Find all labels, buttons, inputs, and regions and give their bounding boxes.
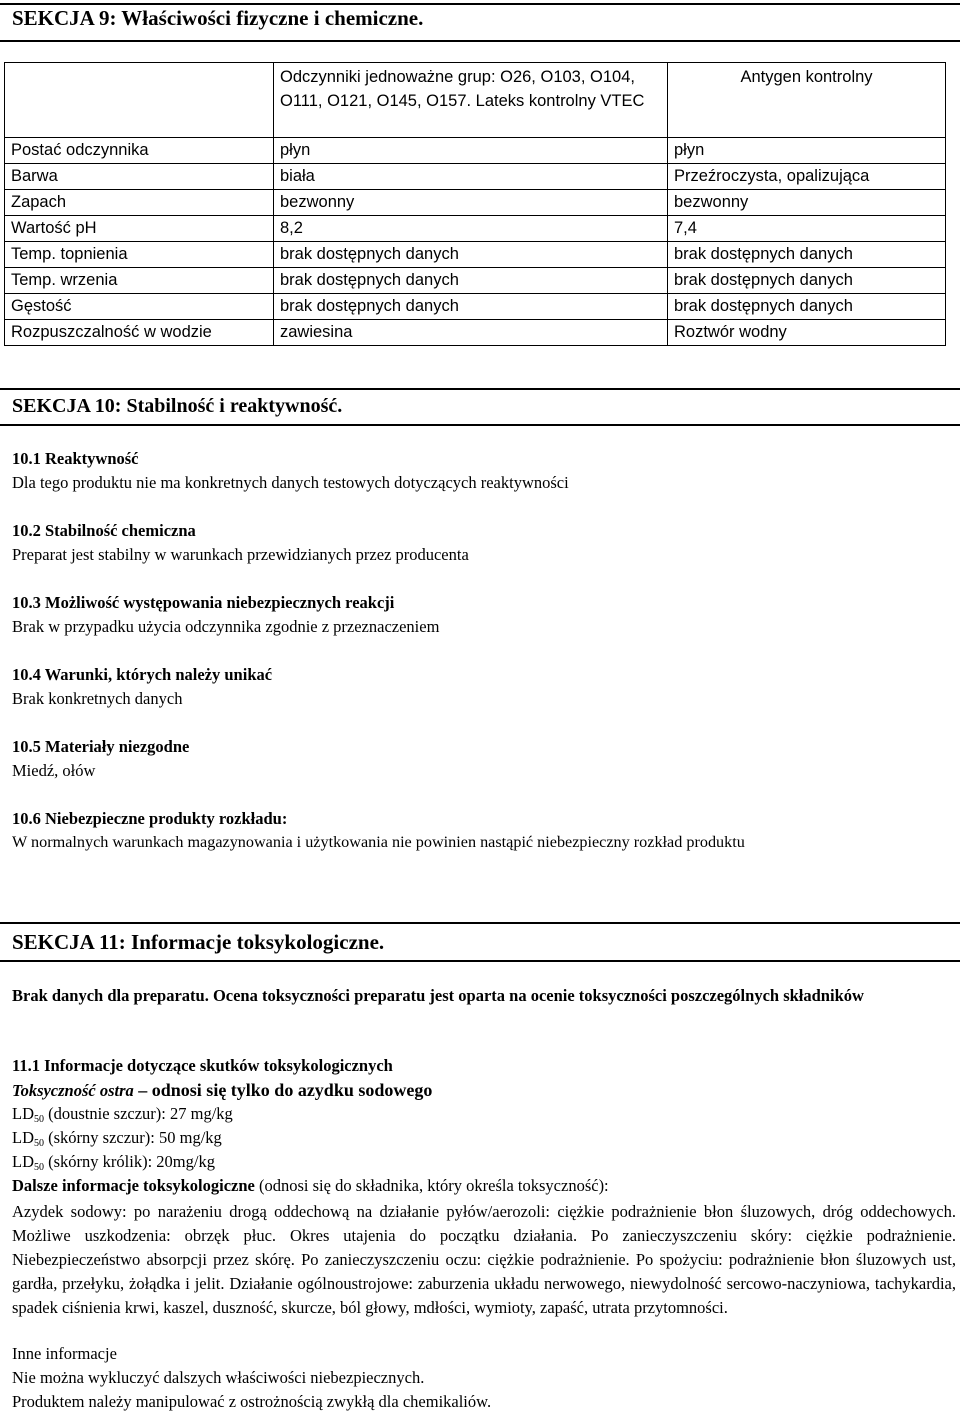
table-cell: brak dostępnych danych	[668, 268, 946, 294]
table-cell: 7,4	[668, 216, 946, 242]
other-info-line: Produktem należy manipulować z ostrożnością zwykłą dla chemikaliów.	[12, 1392, 492, 1411]
subsection-text: W normalnych warunkach magazynowania i użytkowania nie powinien nastąpić niebezpieczny rozkład produktu	[12, 833, 745, 851]
subsection-heading: 11.1 Informacje dotyczące skutków toksykologicznych	[12, 1056, 393, 1075]
section-11-bottom-rule	[0, 960, 960, 962]
ld-value: (doustnie szczur): 27 mg/kg	[44, 1104, 233, 1123]
subsection-text: Miedź, ołów	[12, 761, 96, 780]
subsection-heading: 10.1 Reaktywność	[12, 449, 139, 468]
acute-toxicity-label: Toksyczność ostra	[12, 1081, 134, 1100]
further-info-note: (odnosi się do składnika, który określa toksyczność):	[254, 1176, 609, 1195]
ld-subscript: 50	[34, 1162, 44, 1173]
subsection-text: Brak w przypadku użycia odczynnika zgodnie z przeznaczeniem	[12, 617, 440, 636]
section-10-bottom-rule	[0, 424, 960, 426]
table-cell: Postać odczynnika	[5, 138, 274, 164]
ld-value: (skórny królik): 20mg/kg	[44, 1152, 215, 1171]
table-cell: brak dostępnych danych	[274, 268, 668, 294]
further-info-line	[12, 1176, 609, 1196]
table-cell: Rozpuszczalność w wodzie	[5, 320, 274, 346]
table-row	[5, 268, 946, 294]
section-9-title: SEKCJA 9: Właściwości fizyczne i chemiczne.	[12, 6, 424, 30]
table-row	[5, 138, 946, 164]
section-10-top-rule	[0, 388, 960, 390]
subsection-text: Preparat jest stabilny w warunkach przewidzianych przez producenta	[12, 545, 469, 564]
further-info-label: Dalsze informacje toksykologiczne	[12, 1176, 255, 1195]
table-cell: zawiesina	[274, 320, 668, 346]
table-cell: płyn	[668, 138, 946, 164]
section-11-intro: Brak danych dla preparatu. Ocena toksyczności preparatu jest oparta na ocenie toksyczności poszczególnych składników	[12, 986, 864, 1005]
ld-subscript: 50	[34, 1114, 44, 1125]
table-cell: brak dostępnych danych	[668, 242, 946, 268]
subsection-heading: 10.6 Niebezpieczne produkty rozkładu:	[12, 809, 288, 828]
table-cell: Temp. wrzenia	[5, 268, 274, 294]
table-cell: Przeźroczysta, opalizująca	[668, 164, 946, 190]
table-cell: Barwa	[5, 164, 274, 190]
table-cell: Gęstość	[5, 294, 274, 320]
ld50-line	[12, 1128, 222, 1149]
table-header-cell-empty	[5, 63, 274, 138]
subsection-text: Brak konkretnych danych	[12, 689, 183, 708]
subsection-heading: 10.4 Warunki, których należy unikać	[12, 665, 273, 684]
table-row	[5, 320, 946, 346]
table-cell: biała	[274, 164, 668, 190]
other-info-heading: Inne informacje	[12, 1344, 117, 1363]
ld50-line	[12, 1104, 233, 1125]
other-info-line: Nie można wykluczyć dalszych właściwości niebezpiecznych.	[12, 1368, 425, 1387]
section-9-bottom-rule	[0, 40, 960, 42]
table-cell: brak dostępnych danych	[668, 294, 946, 320]
table-cell: brak dostępnych danych	[274, 242, 668, 268]
acute-toxicity-note: – odnosi się tylko do azydku sodowego	[133, 1080, 433, 1100]
table-header-row	[5, 63, 946, 138]
ld-subscript: 50	[34, 1138, 44, 1149]
sodium-azide-paragraph: Azydek sodowy: po narażeniu drogą oddechową na działanie pyłów/aerozoli: ciężkie podrażnienie błon śluzowych, dróg oddechowych. Możliwe uszkodzenia: obrzęk płuc. Okres utajenia do początku działania. Po zanieczyszczeniu skóry: ciężkie podrażnienie. Niebezpieczeństwo absorpcji przez skórę. Po zanieczyszczeniu oczu: ciężkie podrażnienie. Po spożyciu: podrażnienie błon śluzowych ust, gardła, przełyku, żołądka i jelit. Działanie ogólnoustrojowe: zaburzenia układu nerwowego, niewydolność sercowo-naczyniowa, tachykardia, spadek ciśnienia krwi, kaszel, duszność, skurcze, ból głowy, mdłości, wymioty, zapaść, utrata przytomności.	[12, 1202, 956, 1317]
table-row	[5, 294, 946, 320]
ld50-line	[12, 1152, 215, 1173]
subsection-heading: 10.5 Materiały niezgodne	[12, 737, 190, 756]
table-cell: płyn	[274, 138, 668, 164]
ld-prefix: LD	[12, 1104, 34, 1123]
table-cell: bezwonny	[274, 190, 668, 216]
properties-table	[4, 62, 946, 346]
subsection-heading: 10.2 Stabilność chemiczna	[12, 521, 196, 540]
table-cell: Temp. topnienia	[5, 242, 274, 268]
ld-value: (skórny szczur): 50 mg/kg	[44, 1128, 222, 1147]
table-cell: brak dostępnych danych	[274, 294, 668, 320]
table-header-reagents: Odczynniki jednoważne grup: O26, O103, O104, O111, O121, O145, O157. Lateks kontrolny VTEC	[274, 63, 668, 138]
table-header-control-antigen: Antygen kontrolny	[668, 63, 946, 138]
table-row	[5, 216, 946, 242]
acute-toxicity-line	[12, 1080, 432, 1101]
table-cell: Wartość pH	[5, 216, 274, 242]
table-cell: 8,2	[274, 216, 668, 242]
table-row	[5, 242, 946, 268]
ld-prefix: LD	[12, 1152, 34, 1171]
subsection-text: Dla tego produktu nie ma konkretnych danych testowych dotyczących reaktywności	[12, 473, 569, 492]
table-cell: Zapach	[5, 190, 274, 216]
section-10-title: SEKCJA 10: Stabilność i reaktywność.	[12, 395, 343, 417]
section-11-top-rule	[0, 922, 960, 924]
table-cell: bezwonny	[668, 190, 946, 216]
table-cell: Roztwór wodny	[668, 320, 946, 346]
section-11-title: SEKCJA 11: Informacje toksykologiczne.	[12, 930, 385, 954]
table-row	[5, 190, 946, 216]
table-row	[5, 164, 946, 190]
subsection-heading: 10.3 Możliwość występowania niebezpiecznych reakcji	[12, 593, 395, 612]
ld-prefix: LD	[12, 1128, 34, 1147]
section-9-top-rule	[0, 3, 960, 5]
